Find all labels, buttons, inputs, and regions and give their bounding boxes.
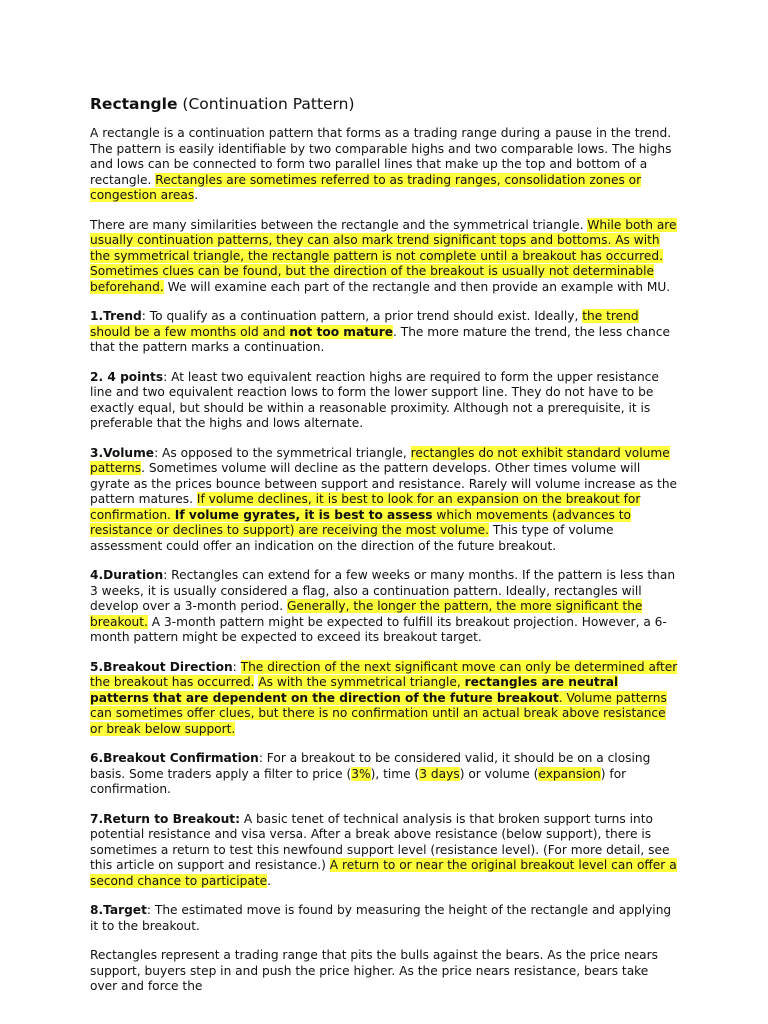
bold-text: rectangles are neutral patterns that are dependent on the direction of the future breakout: [90, 675, 619, 705]
text-span: ), time (: [370, 766, 420, 781]
text-span: .: [194, 188, 199, 202]
text-span: : For a breakout to be considered valid, it should be on a closing basis. Some traders apply a filter to price (: [90, 751, 651, 781]
duration-section: [90, 568, 678, 646]
highlighted-text: expansion: [538, 766, 601, 781]
highlighted-text: rectangles do not exhibit standard volume patterns: [90, 445, 670, 475]
section-label: 3.Volume: [90, 445, 155, 460]
bold-text: If volume gyrates, it is best to assess: [174, 507, 433, 522]
points-section: [90, 370, 678, 432]
text-span: We will examine each part of the rectangle and then provide an example with MU.: [163, 279, 671, 294]
text-span: . Sometimes volume will decline as the pattern develops. Other times volume will gyrate as the prices bounce between support and resistance. Rarely will volume increase as the pattern matures.: [90, 461, 678, 506]
highlighted-text: 3 days: [419, 766, 460, 781]
text-span: : As opposed to the symmetrical triangle,: [154, 445, 411, 460]
text-span: . Volume patterns can sometimes offer clues, but there is no confirmation until an actual break above resistance or break below support.: [90, 690, 667, 736]
intro-paragraph: [90, 126, 678, 204]
highlighted-text: Rectangles are sometimes referred to as trading ranges, consolidation zones or congestion areas: [90, 172, 642, 202]
text-span: : Rectangles can extend for a few weeks or many months. If the pattern is less than 3 weeks, it is usually considered a flag, also a continuation pattern. Ideally, rectangles will develop over a 3-month period.: [90, 568, 676, 613]
bold-text: not too mature: [289, 324, 394, 339]
return-to-breakout-section: [90, 812, 678, 890]
section-label: 4.Duration: [90, 568, 164, 582]
section-label: 8.Target: [90, 903, 147, 917]
text-span: As with the symmetrical triangle,: [258, 675, 465, 689]
breakout-direction-section: [90, 660, 678, 738]
text-span: ) or volume (: [459, 766, 539, 781]
text-span: A basic tenet of technical analysis is that broken support turns into potential resistance and visa versa. After a break above resistance (below support), there is sometimes a return to test this newfound support level (resistance level). (For more detail, see this article on support and resistance.): [90, 811, 670, 872]
text-span: Rectangles represent a trading range that pits the bulls against the bears. As the price nears support, buyers step in and push the price higher. As the price nears resistance, bears take over and force the: [90, 948, 658, 993]
text-span: A rectangle is a continuation pattern that forms as a trading range during a pause in the trend. The pattern is easily identifiable by two comparable highs and two comparable lows. The highs and lows can be connected to form two parallel lines that make up the top and bottom of a rectangle.: [90, 126, 672, 187]
text-span: the trend should be a few months old and: [90, 309, 639, 339]
text-span: : At least two equivalent reaction highs are required to form the upper resistance line and two equivalent reaction lows to form the lower support line. They do not have to be exactly equal, but should be within a reasonable proximity. Although not a prerequisite, it is preferable that the highs and lows alternate.: [90, 369, 659, 430]
highlighted-text: 3%: [351, 766, 371, 781]
section-label: 6.Breakout Confirmation: [90, 751, 259, 765]
text-span: A 3-month pattern might be expected to fulfill its breakout projection. However, a 6-month pattern might be expected to exceed its breakout target.: [90, 614, 667, 644]
page-title: [90, 94, 678, 114]
title-bold: Rectangle: [90, 95, 178, 113]
section-label: 2. 4 points: [90, 369, 164, 384]
volume-section: [90, 446, 678, 555]
section-label: 5.Breakout Direction: [90, 659, 233, 674]
text-span: There are many similarities between the rectangle and the symmetrical triangle.: [90, 217, 588, 232]
text-span: ) for confirmation.: [90, 766, 627, 796]
breakout-confirmation-section: [90, 751, 678, 798]
trend-section: [90, 309, 678, 356]
highlighted-text: A return to or near the original breakout level can offer a second chance to participate: [90, 858, 677, 888]
closing-paragraph: [90, 948, 678, 995]
text-span: .: [267, 873, 271, 888]
similarities-paragraph: [90, 218, 678, 296]
text-span: : To qualify as a continuation pattern, a prior trend should exist. Ideally,: [141, 309, 583, 323]
text-span: :: [232, 659, 241, 674]
text-span: . The more mature the trend, the less chance that the pattern marks a continuation.: [90, 324, 670, 354]
target-section: [90, 903, 678, 934]
text-span: This type of volume assessment could offer an indication on the direction of the future breakout.: [90, 523, 614, 553]
text-span: : The estimated move is found by measuring the height of the rectangle and applying it to the breakout.: [90, 903, 672, 933]
text-span: which movements (advances to resistance or declines to support) are receiving the most volume.: [90, 507, 631, 537]
text-span: If volume declines, it is best to look for an expansion on the breakout for confirmation.: [90, 492, 641, 522]
section-label: 7.Return to Breakout:: [90, 811, 240, 826]
highlighted-text: The direction of the next significant move can only be determined after the breakout has occurred.: [90, 659, 678, 689]
highlighted-text: Generally, the longer the pattern, the more significant the breakout.: [90, 599, 643, 629]
section-label: 1.Trend: [90, 309, 142, 323]
highlighted-text: While both are usually continuation patterns, they can also mark trend significant tops and bottoms. As with the symmetrical triangle, the rectangle pattern is not complete until a breakout has occurred. Sometimes clues can be found, but the direction of the breakout is usually not determinable beforehand.: [90, 217, 677, 294]
title-subtitle: (Continuation Pattern): [177, 95, 355, 113]
